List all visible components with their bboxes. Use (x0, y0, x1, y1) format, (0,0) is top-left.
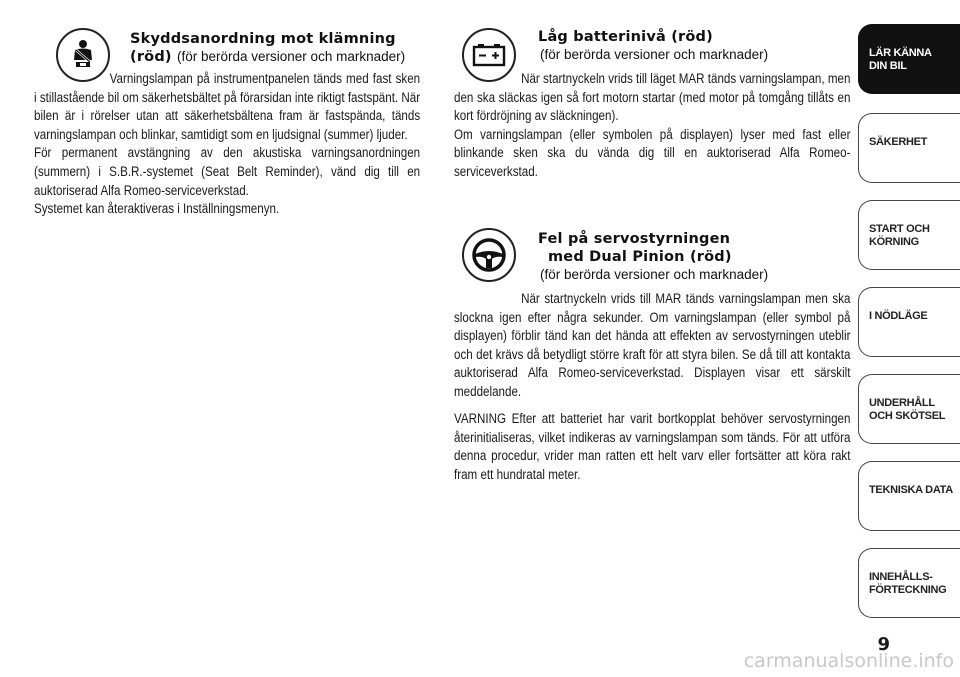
steering-warning: VARNING Efter att batteriet har varit bortkopplat behöver servostyrningen återinitialiseras, vilket indikeras av varningslampan som tänds. För att utföra denna procedur, vrider man ratten ett helt varv eller fortsätter att köra rakt fram ett hundratal meter. (454, 411, 851, 482)
seatbelt-subtitle: (för berörda versioner och marknader) (177, 49, 406, 64)
tab-lar-kanna-din-bil[interactable]: LÄR KÄNNA DIN BIL (858, 24, 960, 94)
watermark: carmanualsonline.info (743, 650, 954, 672)
steering-title-2: med Dual Pinion (röd) (548, 249, 732, 265)
chapter-tabs (858, 0, 960, 677)
page-number: 9 (877, 634, 890, 655)
battery-body: När startnyckeln vrids till läget MAR tänds varningslampan, men den ska släckas igen så fort motorn startar (med motor på tomgång tillåts en kort fördröjning av släckningen). Om varningslampan (eller symbolen på displayen) lyser med fast eller blinkande sken ska du vända dig till en auktoriserad Alfa Romeo-serviceverkstad. (454, 71, 851, 179)
tab-tekniska-data[interactable]: TEKNISKA DATA (858, 461, 960, 531)
seatbelt-title-2: (röd) (130, 49, 172, 65)
seatbelt-title: Skyddsanordning mot klämning (130, 31, 396, 47)
battery-title: Låg batterinivå (röd) (538, 29, 713, 45)
battery-subtitle: (för berörda versioner och marknader) (540, 47, 769, 62)
tab-sakerhet[interactable]: SÄKERHET (858, 113, 960, 183)
tab-i-nodlage[interactable]: I NÖDLÄGE (858, 287, 960, 357)
tab-underhall-och-skotsel[interactable]: UNDERHÅLL OCH SKÖTSEL (858, 374, 960, 444)
steering-body: När startnyckeln vrids till MAR tänds varningslampan men ska slockna igen efter några sekunder. Om varningslampan (eller symbol på displayen) förblir tänd kan det hända att effekten av servostyrningen uteblir och det krävs då betydligt större kraft för att styra bilen. Se då till att kontakta auktoriserad Alfa Romeo-serviceverkstad. Displayen visar ett särskilt meddelande. (454, 291, 851, 399)
tab-innehallsforteckning[interactable]: INNEHÅLLS- FÖRTECKNING (858, 548, 960, 618)
steering-wheel-icon (462, 228, 516, 282)
seatbelt-body: Varningslampan på instrumentpanelen tänds med fast sken i stillastående bil om säkerhetsbältet på förarsidan inte riktigt fastspänt. När bilen är i rörelser utan att säkerhetsbältena fram är fastspända, tänds varningslampan och blinkar, samtidigt som en ljudsignal (summer) ljuder. För permanent avstängning av den akustiska varningsanordningen (summern) i S.B.R.-systemet (Seat Belt Reminder), vänd dig till en auktoriserad Alfa Romeo-serviceverkstad. Systemet kan återaktiveras i Inställningsmenyn. (34, 71, 421, 217)
steering-subtitle: (för berörda versioner och marknader) (540, 267, 769, 282)
tab-start-och-korning[interactable]: START OCH KÖRNING (858, 200, 960, 270)
steering-title: Fel på servostyrningen (538, 231, 731, 247)
